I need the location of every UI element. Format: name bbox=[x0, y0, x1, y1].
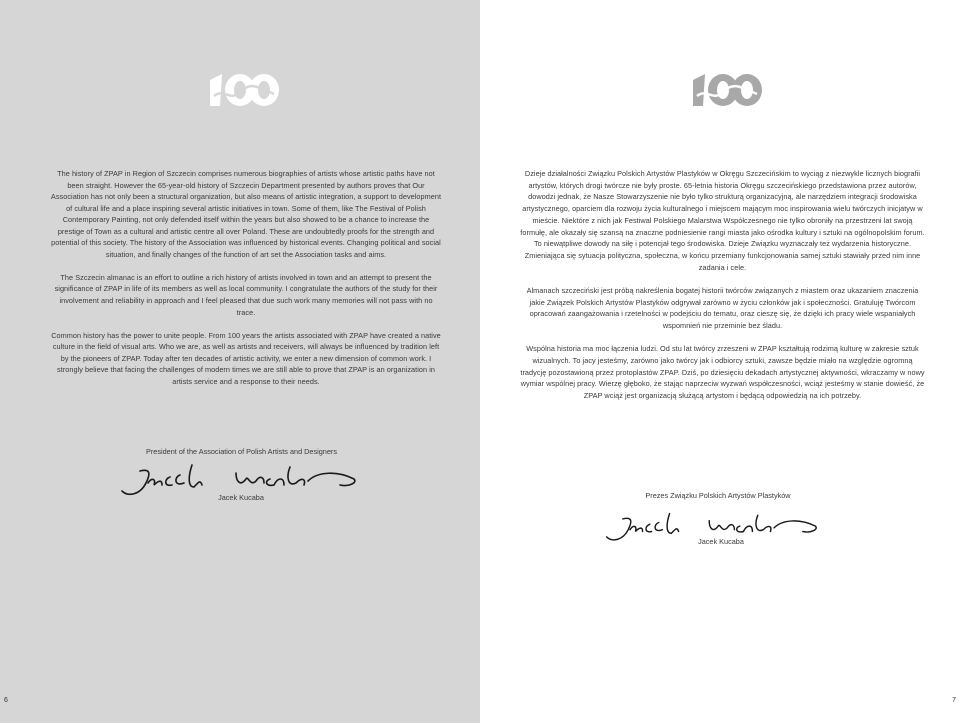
signature-title: Prezes Związku Polskich Artystów Plastyków bbox=[645, 491, 791, 500]
page-number: 7 bbox=[952, 697, 956, 704]
anniversary-100-logo bbox=[200, 66, 280, 114]
foreword-english bbox=[50, 168, 442, 387]
foreword-polish bbox=[520, 168, 925, 402]
paragraph: Wspólna historia ma moc łączenia ludzi. Od stu lat twórcy zrzeszeni w ZPAP kształtują rodzimą kulturę w zakresie sztuk wizualnych. To jacy jesteśmy, zarówno jako twórcy jak i odbiorcy sztuki, zawsze będzie miało na względzie ogromną tradycję pozostawioną przez protoplastów ZPAP. Dziś, po dziesięciu dekadach artystycznej aktywności, wkraczamy w nowy wymiar wspólnej pracy. Wierzę głęboko, że stając naprzeciw wyzwań współczesności, wciąż jesteśmy w stanie dowieść, że ZPAP wciąż jest organizacją służącą artystom i będącą odpowiedzią na ich potrzeby. bbox=[520, 344, 925, 400]
paragraph: Dzieje działalności Związku Polskich Artystów Plastyków w Okręgu Szczecińskim to wyciąg z niezwykle licznych biografii artystów, których drogi twórcze nie były proste. 65-letnia historia Okręgu szczecińskiego przedstawiona przez autorów, dowodzi jednak, że Nasze Stowarzyszenie nie było tylko strukturą organizacyjną, ale narzędziem integracji środowiska artystycznego, oparciem dla rozwoju życia kulturalnego i miejscem mającym moc inspirowania wielu twórczych inicjatyw w mieście. Niektóre z nich jak Festiwal Polskiego Malarstwa Współczesnego nie tylko obroniły na przestrzeni lat swoją formułę, ale okazały się szansą na znaczne podniesienie rangi miasta jako ośrodka kultury i sztuki na ogólnopolskim forum. To niewątpliwe dowody na siłę i potencjał tego środowiska. Dzieje Związku wyznaczały też wydarzenia historyczne. Zmieniająca się sytuacja polityczna, społeczna, w końcu przemiany funkcjonowania samej sztuki stawiały przed nim inne zadania i cele. bbox=[520, 169, 925, 272]
signature-name: Jacek Kucaba bbox=[218, 493, 264, 502]
signature-name: Jacek Kucaba bbox=[698, 537, 744, 546]
anniversary-100-logo bbox=[683, 66, 763, 114]
paragraph: Common history has the power to unite people. From 100 years the artists associated with ZPAP have created a native culture in the field of visual arts. Who we are, as well as artists and receivers, will always be influenced by tradition left by the pioneers of ZPAP. Today after ten decades of artistic activity, we enter a new dimension of common work. I strongly believe that facing the challenges of modern times we are still able to prove that ZPAP is an organization in artists service and a response to their needs. bbox=[51, 330, 441, 386]
paragraph: The history of ZPAP in Region of Szczecin comprises numerous biographies of artists whose artistic paths have not been straight. However the 65-year-old history of Szczecin Department presented by authors proves that Our Association has not only been a structural organization, but also means of artistic integration, a support to development of cultural life and a place inspiring several artistic initiatives in town. Some of them, like The Festival of Polish Contemporary Painting, not only defended itself within the years but also showed to be a chance to increase the prestige of Town as a cultural and artistic centre all over Poland. These are undoubtedly proofs for the strength and potential of this society. The history of the Association was influenced by historical events. Changing political and social situation, and finally changes of the function of art set the Association tasks and aims. bbox=[50, 169, 442, 259]
right-page bbox=[480, 0, 960, 723]
paragraph: Almanach szczeciński jest próbą nakreślenia bogatej historii twórców związanych z miastem oraz ukazaniem znaczenia jakie Związek Polskich Artystów Plastyków odgrywał zarówno w życiu członków jak i społeczności. Gratuluję Twórcom opracowań zaangażowania i rzetelności w podejściu do tematu, oraz cieszę się, że dzięki ich pracy wiele wspaniałych wspomnień nie przeminie bez śladu. bbox=[526, 285, 919, 330]
paragraph: The Szczecin almanac is an effort to outline a rich history of artists involved in town and an attempt to present the significance of ZPAP in life of its members as well as local community. I congratulate the authors of the study for their involvement and reliability in approach and I feel pleased that due such work many memories will not pass with no trace. bbox=[54, 272, 438, 317]
page-number: 6 bbox=[4, 697, 8, 704]
signature-title: President of the Association of Polish Artists and Designers bbox=[145, 447, 338, 456]
